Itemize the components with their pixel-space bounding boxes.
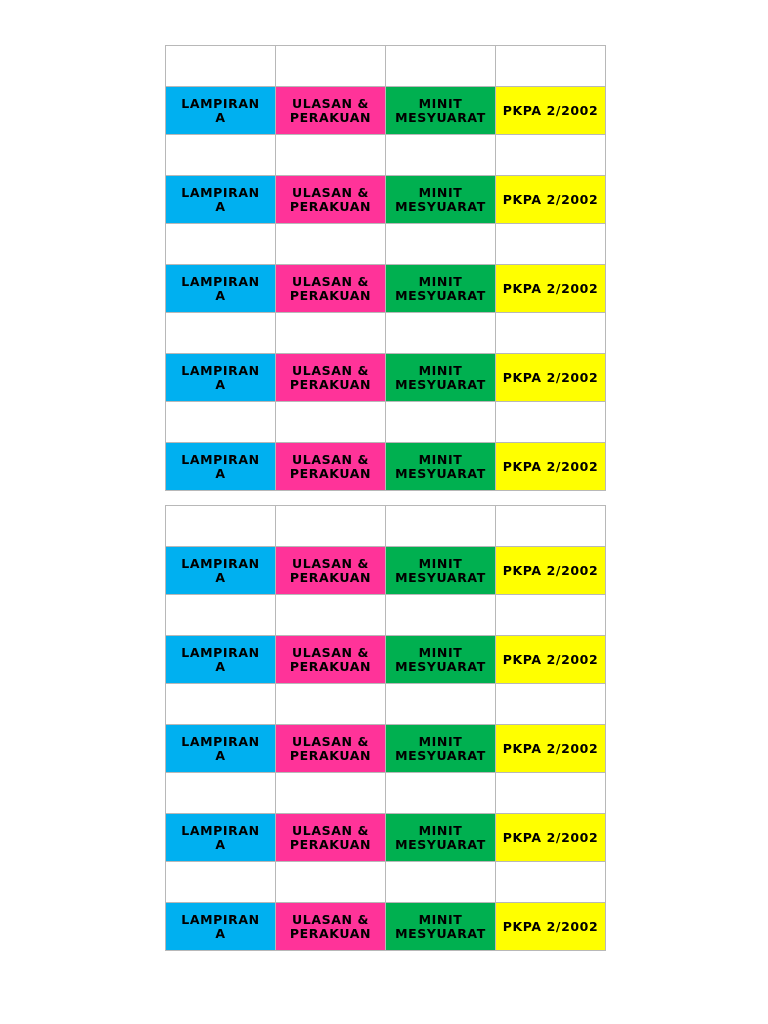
blank-cell [166,313,276,354]
label-row [166,903,606,951]
blank-cell [386,595,496,636]
ulasan-label: ULASAN & PERAKUAN [276,814,386,862]
blank-cell [166,773,276,814]
pkpa-label: PKPA 2/2002 [496,354,606,402]
blank-cell [496,135,606,176]
blank-row [166,224,606,265]
blank-cell [166,595,276,636]
lampiran-label: LAMPIRAN A [166,176,276,224]
blank-row [166,773,606,814]
blank-cell [276,224,386,265]
blank-cell [276,313,386,354]
pkpa-label: PKPA 2/2002 [496,636,606,684]
blank-cell [166,224,276,265]
blank-cell [276,862,386,903]
blank-row [166,313,606,354]
pkpa-label: PKPA 2/2002 [496,547,606,595]
ulasan-label: ULASAN & PERAKUAN [276,443,386,491]
blank-cell [496,506,606,547]
blank-cell [386,313,496,354]
pkpa-label: PKPA 2/2002 [496,265,606,313]
ulasan-label: ULASAN & PERAKUAN [276,636,386,684]
ulasan-label: ULASAN & PERAKUAN [276,354,386,402]
pkpa-label: PKPA 2/2002 [496,903,606,951]
blank-cell [276,773,386,814]
pkpa-label: PKPA 2/2002 [496,87,606,135]
minit-label: MINIT MESYUARAT [386,265,496,313]
blank-cell [386,862,496,903]
blank-cell [276,595,386,636]
minit-label: MINIT MESYUARAT [386,354,496,402]
lampiran-label: LAMPIRAN A [166,354,276,402]
blank-row [166,862,606,903]
label-row [166,814,606,862]
lampiran-label: LAMPIRAN A [166,636,276,684]
minit-label: MINIT MESYUARAT [386,814,496,862]
lampiran-label: LAMPIRAN A [166,265,276,313]
ulasan-label: ULASAN & PERAKUAN [276,547,386,595]
label-row [166,265,606,313]
blank-row [166,684,606,725]
minit-label: MINIT MESYUARAT [386,636,496,684]
label-sheet-1 [165,45,606,491]
blank-row [166,402,606,443]
ulasan-label: ULASAN & PERAKUAN [276,725,386,773]
lampiran-label: LAMPIRAN A [166,814,276,862]
label-row [166,725,606,773]
lampiran-label: LAMPIRAN A [166,87,276,135]
blank-cell [166,506,276,547]
blank-cell [386,224,496,265]
blank-cell [166,684,276,725]
label-row [166,176,606,224]
pkpa-label: PKPA 2/2002 [496,814,606,862]
blank-cell [386,46,496,87]
blank-cell [496,684,606,725]
label-row [166,636,606,684]
ulasan-label: ULASAN & PERAKUAN [276,176,386,224]
minit-label: MINIT MESYUARAT [386,87,496,135]
ulasan-label: ULASAN & PERAKUAN [276,265,386,313]
blank-cell [496,46,606,87]
blank-cell [496,862,606,903]
lampiran-label: LAMPIRAN A [166,443,276,491]
blank-row [166,506,606,547]
label-row [166,443,606,491]
blank-cell [386,506,496,547]
ulasan-label: ULASAN & PERAKUAN [276,87,386,135]
label-sheet-2 [165,505,606,951]
lampiran-label: LAMPIRAN A [166,725,276,773]
ulasan-label: ULASAN & PERAKUAN [276,903,386,951]
blank-cell [166,135,276,176]
minit-label: MINIT MESYUARAT [386,903,496,951]
blank-cell [276,46,386,87]
blank-cell [496,402,606,443]
label-row [166,354,606,402]
blank-cell [496,224,606,265]
lampiran-label: LAMPIRAN A [166,903,276,951]
pkpa-label: PKPA 2/2002 [496,443,606,491]
minit-label: MINIT MESYUARAT [386,443,496,491]
blank-cell [166,46,276,87]
blank-cell [386,684,496,725]
blank-cell [276,135,386,176]
blank-cell [496,313,606,354]
lampiran-label: LAMPIRAN A [166,547,276,595]
pkpa-label: PKPA 2/2002 [496,725,606,773]
blank-row [166,46,606,87]
label-row [166,547,606,595]
blank-cell [276,402,386,443]
blank-cell [166,862,276,903]
blank-cell [496,595,606,636]
minit-label: MINIT MESYUARAT [386,176,496,224]
blank-cell [386,135,496,176]
blank-cell [276,506,386,547]
minit-label: MINIT MESYUARAT [386,725,496,773]
blank-cell [166,402,276,443]
blank-row [166,135,606,176]
blank-cell [276,684,386,725]
label-row [166,87,606,135]
pkpa-label: PKPA 2/2002 [496,176,606,224]
blank-cell [386,402,496,443]
blank-row [166,595,606,636]
blank-cell [386,773,496,814]
blank-cell [496,773,606,814]
minit-label: MINIT MESYUARAT [386,547,496,595]
